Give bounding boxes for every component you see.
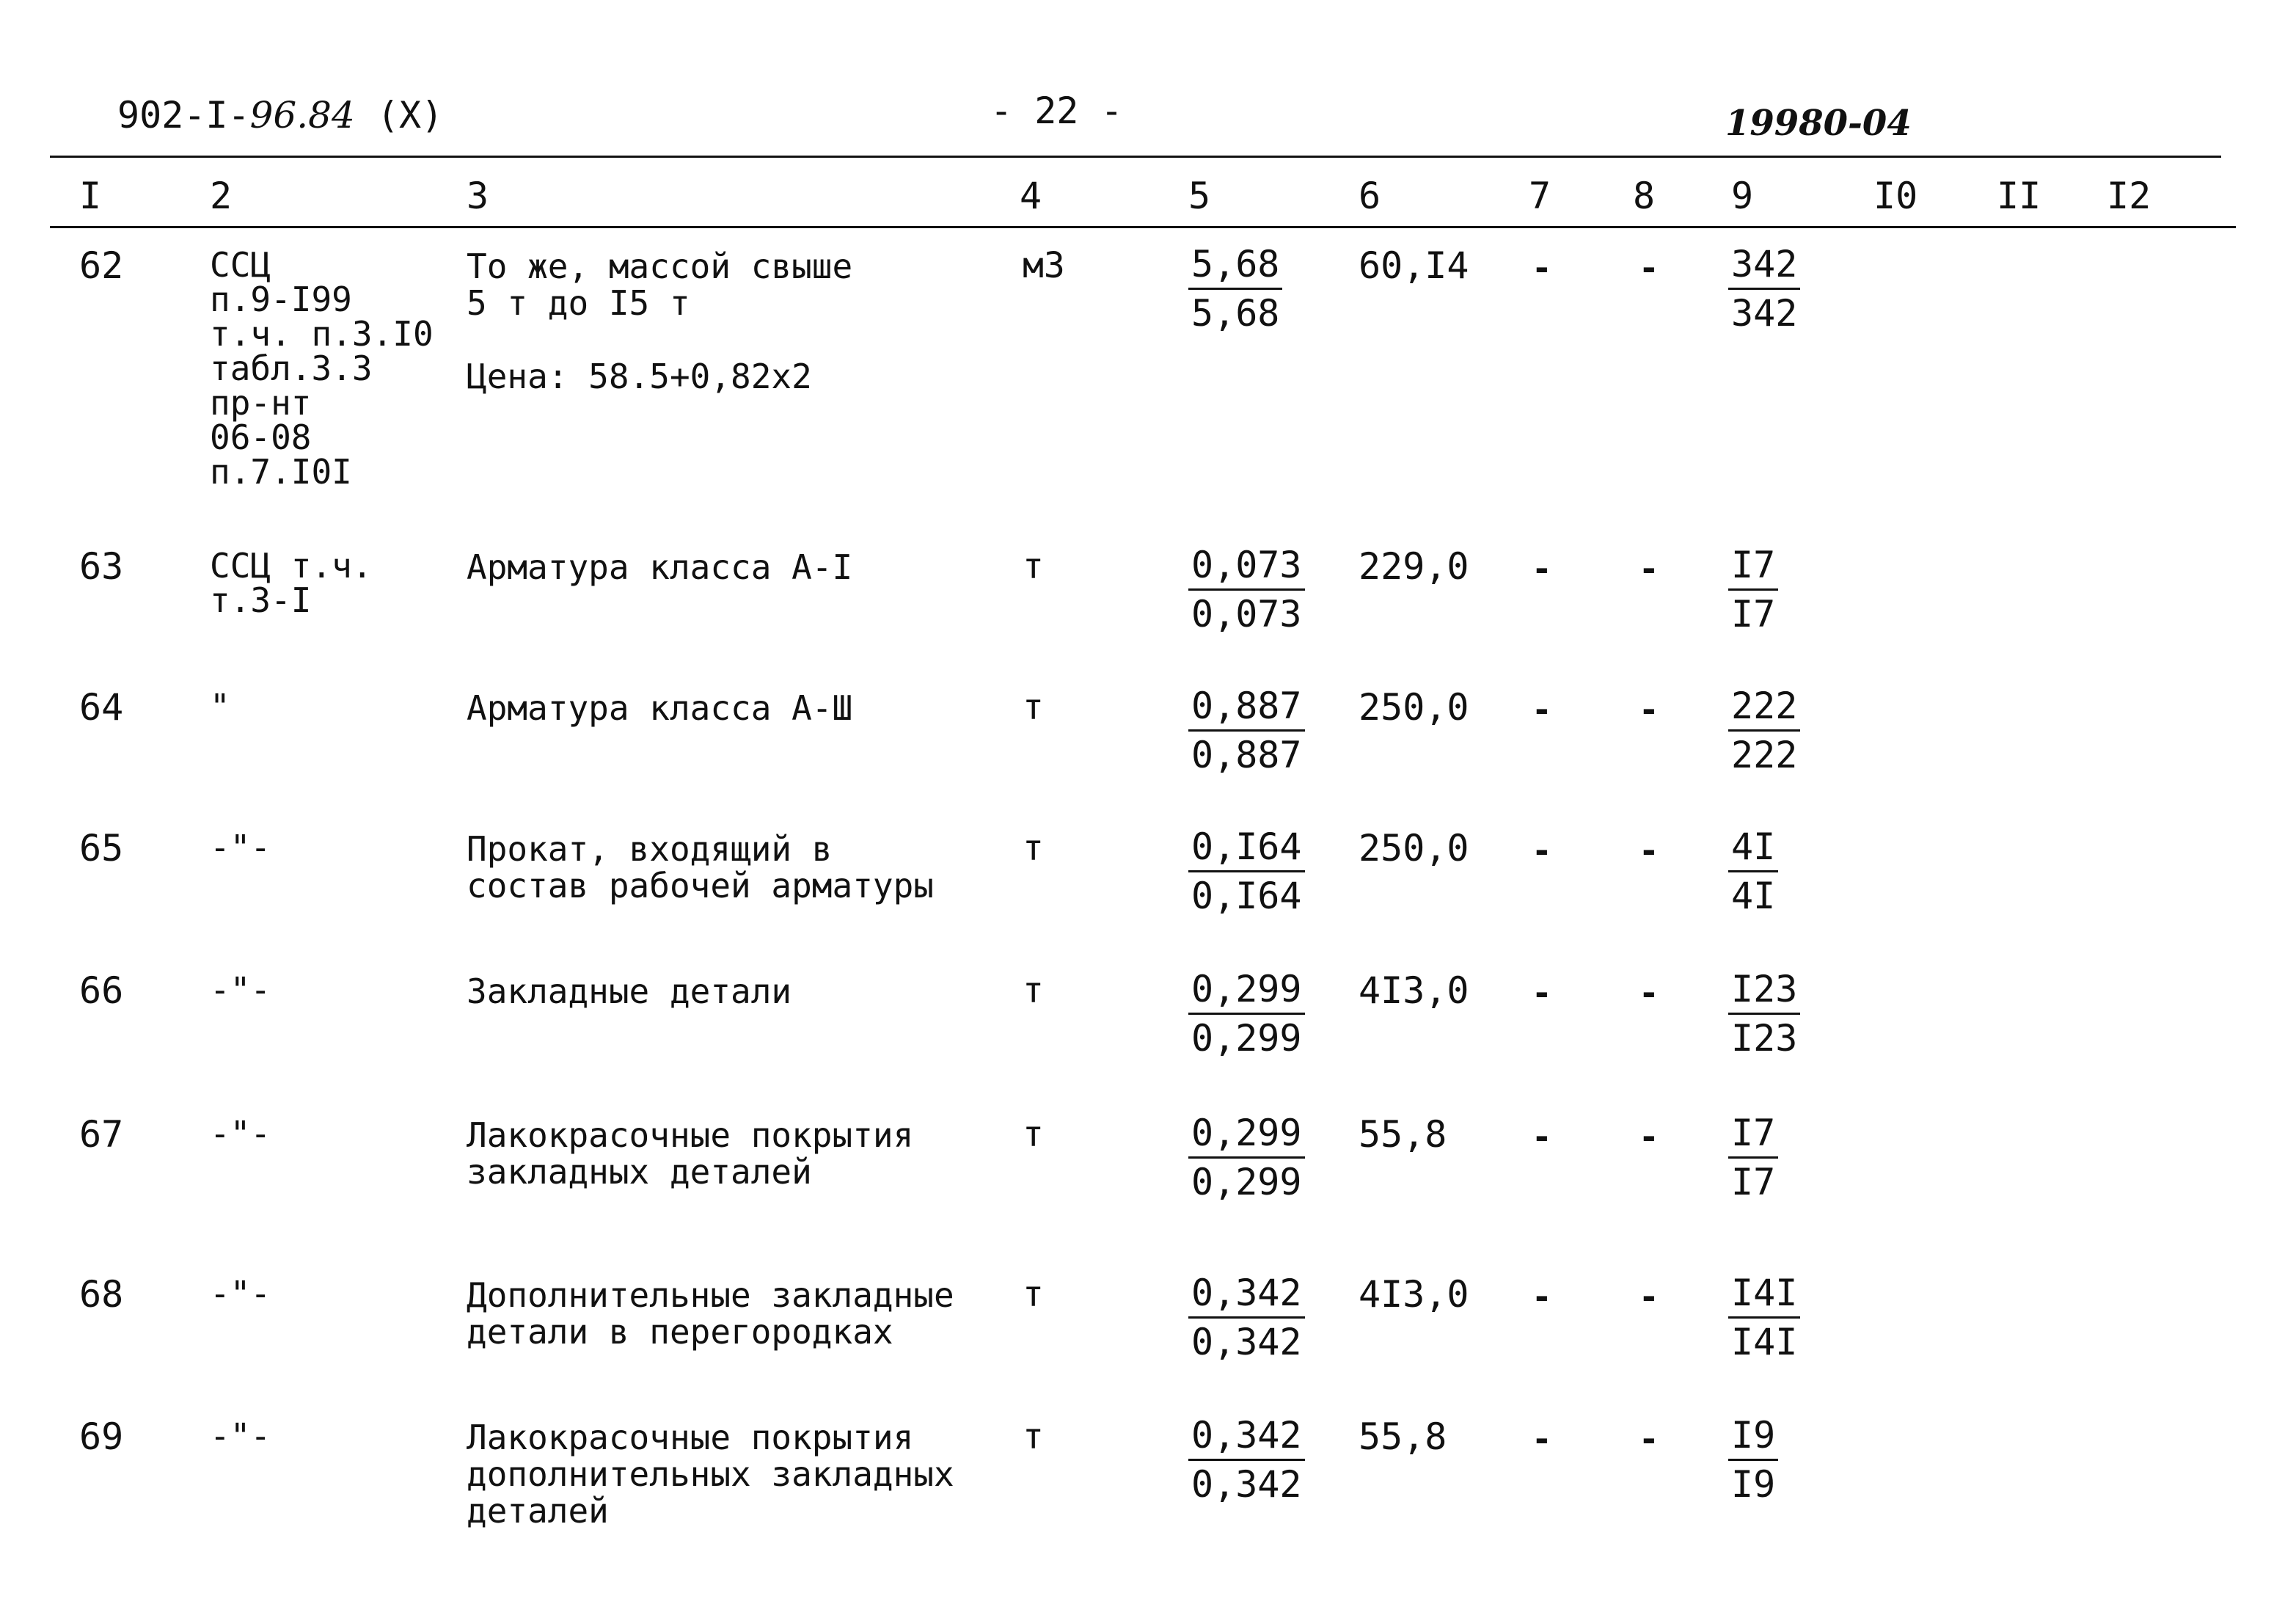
description-line: Арматура класса А-Ш xyxy=(467,688,853,728)
unit: т xyxy=(1023,1114,1044,1155)
document-code-handwritten: 96.84 xyxy=(249,94,355,136)
column-8-dash: - xyxy=(1639,248,1659,288)
source-reference xyxy=(210,546,373,620)
cost-fraction xyxy=(1728,1412,1778,1508)
description-line: Арматура класса А-I xyxy=(467,547,853,587)
source-line: -"- xyxy=(210,1114,271,1153)
source-line: т.ч. п.3.I0 xyxy=(210,314,434,354)
quantity-top: 5,68 xyxy=(1188,241,1282,290)
description-line: Прокат, входящий в xyxy=(467,829,833,869)
column-8-dash: - xyxy=(1639,549,1659,588)
row-number: 65 xyxy=(79,827,124,870)
source-line: -"- xyxy=(210,828,271,867)
column-header: 4 xyxy=(1020,175,1042,217)
quantity-top: 0,073 xyxy=(1188,542,1305,591)
row-number: 64 xyxy=(79,686,124,729)
quantity-bottom: 0,299 xyxy=(1191,1017,1302,1060)
unit-price: 250,0 xyxy=(1359,827,1469,870)
quantity-fraction xyxy=(1188,1269,1305,1366)
quantity-fraction xyxy=(1188,241,1282,337)
source-line: табл.3.3 xyxy=(210,349,373,388)
column-header: 5 xyxy=(1188,175,1211,217)
row-number: 68 xyxy=(79,1273,124,1316)
cost-fraction xyxy=(1728,1109,1778,1206)
row-number: 69 xyxy=(79,1415,124,1458)
column-header: 7 xyxy=(1529,175,1551,217)
source-line: -"- xyxy=(210,1274,271,1313)
document-code-suffix: (X) xyxy=(376,94,444,136)
column-8-dash: - xyxy=(1639,690,1659,729)
cost-bottom: 342 xyxy=(1731,292,1798,335)
quantity-fraction xyxy=(1188,966,1305,1062)
column-7-dash: - xyxy=(1532,973,1552,1013)
column-header: I xyxy=(79,175,102,217)
quantity-bottom: 0,887 xyxy=(1191,734,1302,776)
quantity-bottom: 0,299 xyxy=(1191,1161,1302,1203)
row-number: 62 xyxy=(79,244,124,287)
work-description xyxy=(467,831,934,904)
quantity-top: 0,342 xyxy=(1188,1412,1305,1461)
column-7-dash: - xyxy=(1532,1117,1552,1156)
cost-top: I7 xyxy=(1728,1109,1778,1159)
source-line: т.3-I xyxy=(210,580,312,620)
cost-top: 342 xyxy=(1728,241,1800,290)
source-reference xyxy=(210,970,271,1010)
cost-top: I4I xyxy=(1728,1269,1800,1319)
description-line: состав рабочей арматуры xyxy=(467,866,934,905)
document-id: 19980-04 xyxy=(1725,103,1912,144)
column-header: II xyxy=(1997,175,2041,217)
cost-bottom: I23 xyxy=(1731,1017,1798,1060)
description-line: Лакокрасочные покрытия xyxy=(467,1418,914,1457)
unit-price: 55,8 xyxy=(1359,1415,1447,1458)
cost-bottom: 4I xyxy=(1731,875,1776,917)
cost-fraction xyxy=(1728,823,1778,919)
document-code-prefix: 902-I- xyxy=(117,94,250,136)
description-line: детали в перегородках xyxy=(467,1312,893,1352)
cost-fraction xyxy=(1728,1269,1800,1366)
work-description xyxy=(467,549,852,586)
quantity-bottom: 0,073 xyxy=(1191,593,1302,635)
work-description xyxy=(467,1277,954,1350)
column-7-dash: - xyxy=(1532,248,1552,288)
column-header: 6 xyxy=(1359,175,1381,217)
column-7-dash: - xyxy=(1532,1419,1552,1459)
source-line: п.9-I99 xyxy=(210,280,352,319)
cost-fraction xyxy=(1728,241,1800,337)
description-line: деталей xyxy=(467,1491,609,1531)
source-line: " xyxy=(210,687,230,726)
page-number: - 22 - xyxy=(990,90,1123,132)
cost-top: 222 xyxy=(1728,682,1800,732)
quantity-top: 0,I64 xyxy=(1188,823,1305,872)
header-top-rule xyxy=(50,156,2221,158)
source-line: -"- xyxy=(210,970,271,1010)
column-7-dash: - xyxy=(1532,831,1552,870)
description-line: То же, массой свыше xyxy=(467,247,853,286)
quantity-fraction xyxy=(1188,682,1305,779)
unit: м3 xyxy=(1023,245,1065,286)
cost-fraction xyxy=(1728,966,1800,1062)
cost-top: I23 xyxy=(1728,966,1800,1015)
quantity-bottom: 0,342 xyxy=(1191,1463,1302,1506)
cost-bottom: I9 xyxy=(1731,1463,1776,1506)
header-bottom-rule xyxy=(50,226,2236,228)
description-line: Цена: 58.5+0,82x2 xyxy=(467,357,812,396)
source-line: 06-08 xyxy=(210,418,312,457)
quantity-top: 0,299 xyxy=(1188,966,1305,1015)
description-line xyxy=(467,321,852,358)
unit: т xyxy=(1023,1416,1044,1457)
work-description xyxy=(467,690,852,726)
column-8-dash: - xyxy=(1639,831,1659,870)
cost-bottom: 222 xyxy=(1731,734,1798,776)
quantity-top: 0,299 xyxy=(1188,1109,1305,1159)
quantity-fraction xyxy=(1188,1109,1305,1206)
cost-top: I7 xyxy=(1728,542,1778,591)
quantity-bottom: 0,342 xyxy=(1191,1321,1302,1363)
column-7-dash: - xyxy=(1532,549,1552,588)
cost-fraction xyxy=(1728,542,1778,638)
unit-price: 55,8 xyxy=(1359,1113,1447,1156)
column-8-dash: - xyxy=(1639,1419,1659,1459)
unit: т xyxy=(1023,546,1044,587)
unit-price: 4I3,0 xyxy=(1359,1273,1469,1316)
description-line: дополнительных закладных xyxy=(467,1454,954,1494)
quantity-fraction xyxy=(1188,823,1305,919)
column-header: 8 xyxy=(1633,175,1656,217)
row-number: 63 xyxy=(79,545,124,588)
work-description xyxy=(467,248,852,395)
quantity-top: 0,887 xyxy=(1188,682,1305,732)
source-line: пр-нт xyxy=(210,383,312,423)
source-reference xyxy=(210,828,271,867)
document-code xyxy=(117,94,443,136)
cost-top: 4I xyxy=(1728,823,1778,872)
cost-fraction xyxy=(1728,682,1800,779)
row-number: 67 xyxy=(79,1113,124,1156)
quantity-bottom: 5,68 xyxy=(1191,292,1280,335)
source-reference xyxy=(210,245,434,492)
column-8-dash: - xyxy=(1639,973,1659,1013)
column-header: I2 xyxy=(2107,175,2151,217)
description-line: Лакокрасочные покрытия xyxy=(467,1115,914,1155)
description-line: 5 т до I5 т xyxy=(467,283,690,323)
work-description xyxy=(467,1117,913,1190)
column-8-dash: - xyxy=(1639,1277,1659,1316)
source-reference xyxy=(210,1114,271,1153)
column-7-dash: - xyxy=(1532,690,1552,729)
source-reference xyxy=(210,687,230,726)
unit: т xyxy=(1023,1274,1044,1315)
work-description xyxy=(467,973,791,1010)
column-header: 3 xyxy=(467,175,489,217)
unit-price: 60,I4 xyxy=(1359,244,1469,287)
column-7-dash: - xyxy=(1532,1277,1552,1316)
column-8-dash: - xyxy=(1639,1117,1659,1156)
source-line: -"- xyxy=(210,1416,271,1456)
cost-bottom: I7 xyxy=(1731,1161,1776,1203)
description-line: Закладные детали xyxy=(467,971,792,1011)
column-header: 9 xyxy=(1731,175,1754,217)
source-reference xyxy=(210,1274,271,1313)
source-reference xyxy=(210,1416,271,1456)
unit: т xyxy=(1023,828,1044,869)
row-number: 66 xyxy=(79,969,124,1012)
column-header: I0 xyxy=(1873,175,1918,217)
source-line: ССЦ т.ч. xyxy=(210,546,373,586)
unit-price: 4I3,0 xyxy=(1359,969,1469,1012)
description-line: закладных деталей xyxy=(467,1152,812,1192)
description-line: Дополнительные закладные xyxy=(467,1275,954,1315)
quantity-top: 0,342 xyxy=(1188,1269,1305,1319)
work-description xyxy=(467,1419,954,1529)
unit-price: 229,0 xyxy=(1359,545,1469,588)
source-line: ССЦ xyxy=(210,245,271,285)
cost-top: I9 xyxy=(1728,1412,1778,1461)
unit: т xyxy=(1023,970,1044,1011)
source-line: п.7.I0I xyxy=(210,452,352,492)
quantity-fraction xyxy=(1188,542,1305,638)
quantity-fraction xyxy=(1188,1412,1305,1508)
unit-price: 250,0 xyxy=(1359,686,1469,729)
cost-bottom: I4I xyxy=(1731,1321,1798,1363)
unit: т xyxy=(1023,687,1044,728)
quantity-bottom: 0,I64 xyxy=(1191,875,1302,917)
column-header: 2 xyxy=(210,175,233,217)
cost-bottom: I7 xyxy=(1731,593,1776,635)
